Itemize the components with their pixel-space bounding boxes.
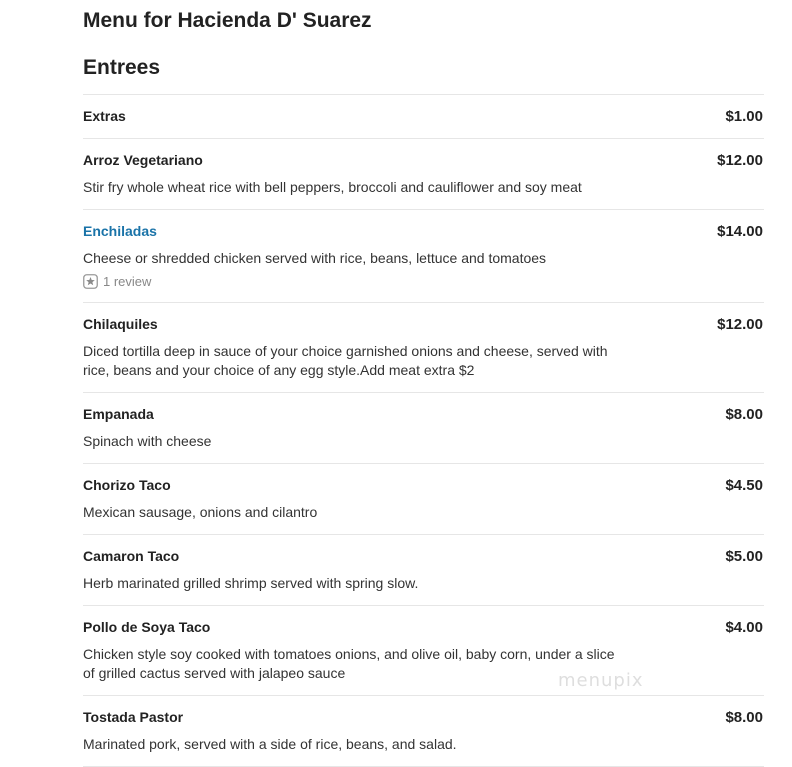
item-name: Chilaquiles xyxy=(83,316,158,332)
item-description: Mexican sausage, onions and cilantro xyxy=(83,504,318,520)
item-name: Camaron Taco xyxy=(83,548,180,564)
item-name: Pollo de Soya Taco xyxy=(83,619,211,635)
menu-item-arroz-vegetariano xyxy=(83,139,764,210)
item-description: Stir fry whole wheat rice with bell peppers, broccoli and cauliflower and soy meat xyxy=(83,179,582,195)
star-review-icon xyxy=(83,274,98,289)
item-name-link[interactable]: Enchiladas xyxy=(83,223,157,239)
section-title-entrees: Entrees xyxy=(83,56,161,79)
item-description: Chicken style soy cooked with tomatoes onions, and olive oil, baby corn, under a slice of grilled cactus served with jalapeo sauce xyxy=(83,646,615,681)
item-price: $8.00 xyxy=(725,406,763,423)
item-price: $4.50 xyxy=(725,477,763,494)
menu-item-camaron-taco xyxy=(83,535,764,606)
item-description: Diced tortilla deep in sauce of your choice garnished onions and cheese, served with rice, beans and your choice of any egg style.Add meat extra $2 xyxy=(83,343,608,378)
review-link[interactable] xyxy=(83,273,764,290)
item-name: Empanada xyxy=(83,406,154,422)
item-description: Spinach with cheese xyxy=(83,433,212,449)
menu-item-chorizo-taco xyxy=(83,464,764,535)
item-name: Extras xyxy=(83,108,126,124)
item-price: $4.00 xyxy=(725,619,763,636)
page-title: Menu for Hacienda D' Suarez xyxy=(83,9,372,32)
menupix-watermark: menupix xyxy=(558,670,644,691)
menu-item-enchiladas xyxy=(83,210,764,303)
item-price: $14.00 xyxy=(717,223,763,240)
item-name: Tostada Pastor xyxy=(83,709,184,725)
menu-item-tostada-pastor xyxy=(83,696,764,767)
menu-item-empanada xyxy=(83,393,764,464)
menu-item-extras xyxy=(83,95,764,139)
review-count: 1 review xyxy=(103,274,152,289)
item-price: $1.00 xyxy=(725,108,763,125)
item-price: $5.00 xyxy=(725,548,763,565)
menu-item-chilaquiles xyxy=(83,303,764,393)
menu-items-list xyxy=(83,94,764,767)
menu-page xyxy=(83,0,764,767)
item-description: Herb marinated grilled shrimp served with spring slow. xyxy=(83,575,419,591)
item-description: Marinated pork, served with a side of rice, beans, and salad. xyxy=(83,736,457,752)
item-name: Arroz Vegetariano xyxy=(83,152,203,168)
menu-item-pollo-de-soya-taco xyxy=(83,606,764,696)
item-price: $12.00 xyxy=(717,152,763,169)
item-description: Cheese or shredded chicken served with rice, beans, lettuce and tomatoes xyxy=(83,250,547,266)
item-price: $12.00 xyxy=(717,316,763,333)
item-name: Chorizo Taco xyxy=(83,477,171,493)
item-price: $8.00 xyxy=(725,709,763,726)
